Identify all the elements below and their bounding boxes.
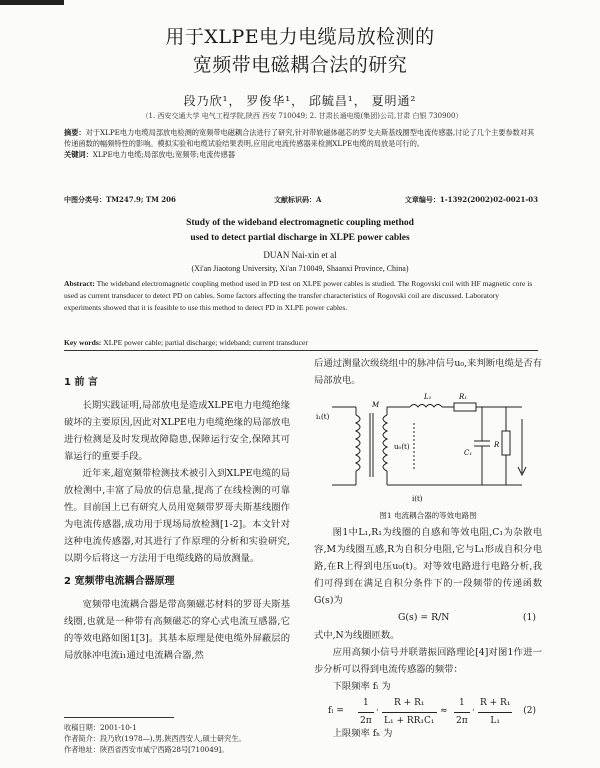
right-paragraph-1: 图1中L₁,R₁为线圈的自感和等效电阻,C₁为杂散电容,M为线圈互感,R为自积分电阻,它与L₁形成自积分电路,在R上得到电压u₀(t)。对等效电路进行电路分析,我们可得到在满足自积分条件下的一段频带的传递函数G(s)为 [314, 527, 542, 606]
english-abstract-text: The wideband electromagnetic coupling method used in PD test on XLPE power cables is studied. The Rogovski coil with HF magnetic core is used as current transducer to detect PD on cables. Some factors affecting the transfer characteristics of Rogovski coil are discussed. Laboratory experiments showed that it is feasible to use this method to detect PD in XLPE power cables. [64, 279, 533, 312]
keywords-cn: XLPE电力电缆;局部放电;宽频带;电流传感器 [92, 150, 236, 159]
footnote-received: 收稿日期：2001-10-1 [64, 723, 137, 732]
abstract-cn-label: 摘要： [64, 128, 86, 137]
english-author: DUAN Nai-xin et al [263, 250, 337, 260]
right-paragraph-2: 式中,N为线圈匝数。 [314, 630, 400, 641]
english-affiliation: (Xi'an Jiaotong University, Xi'an 710049, Shaanxi Province, China) [191, 264, 409, 273]
equation-1 [314, 609, 542, 627]
section-2-title: 2 宽频带电流耦合器原理 [64, 576, 175, 587]
english-abstract [64, 278, 538, 314]
section-1-paragraph-1: 长期实践证明,局部放电是造成XLPE电力电缆绝缘破坏的主要原因,因此对XLPE电力电缆绝缘的局部放电进行检测是及时发现故障隐患,保障运行安全,保障其可靠运行的重要手段。 [64, 400, 290, 462]
equation-2-approx: ≈ [440, 706, 448, 716]
equation-2-lhs: fₗ = [328, 706, 344, 716]
equation-2-fraction-b: $\frac{\text{R + R₁}}{\text{L₁ + RR₁C₁}}$ [382, 695, 437, 730]
label-r1: R₁ [459, 393, 468, 401]
left-column [64, 374, 290, 664]
page-top-edge [0, 0, 600, 9]
section-1-title: 1 前 言 [64, 377, 98, 388]
english-keywords-label: Key words: [64, 338, 102, 347]
english-title-line-2: used to detect partial discharge in XLPE power cables [190, 233, 410, 243]
footnote-rule [64, 717, 174, 718]
label-r: R [494, 441, 500, 449]
label-c1: C₁ [464, 449, 473, 457]
footnote-bio: 作者简介：段乃欣(1978—),男,陕西西安人,硕士研究生。 [64, 734, 246, 743]
equation-2-number: (2) [523, 706, 536, 716]
english-abstract-label: Abstract: [64, 279, 95, 288]
resistor-r [502, 431, 510, 455]
right-paragraph-3: 应用高频小信号并联谐振回路理论[4]对图1作进一步分析可以得到电流传感器的频带： [314, 647, 542, 675]
affiliation: （1. 西安交通大学 电气工程学院,陕西 西安 710049; 2. 甘肃长通电缆(集团)公司,甘肃 白银 730900） [141, 112, 463, 120]
label-l1: L₁ [424, 393, 432, 401]
classification-meta [64, 195, 538, 205]
authors: 段乃欣¹， 罗俊华¹， 邱毓昌¹， 夏明通² [183, 94, 417, 108]
english-keywords-text: XLPE power cable; partial discharge; wideband; current transducer [103, 338, 308, 347]
right-paragraph-5: 上限频率 fₕ 为 [332, 728, 393, 739]
equation-2-fraction-a: $\frac{1}{2\pi}$ [358, 695, 374, 730]
label-u0: u₀(t) [394, 443, 410, 451]
right-paragraph-4: 下限频率 fₗ 为 [332, 681, 391, 692]
english-keywords [64, 338, 538, 347]
inductor-l1 [410, 405, 442, 408]
equation-1-body: G(s) = R/N [398, 612, 450, 623]
label-m: M [372, 401, 380, 409]
secondary-coil [383, 415, 387, 471]
english-title-line-1: Study of the wideband electromagnetic coupling method [186, 218, 414, 228]
article-number: 文章编号：1-1392(2002)02-0021-03 [404, 195, 538, 204]
label-i2: i(t) [412, 495, 423, 503]
equation-2-fraction-c: $\frac{1}{2\pi}$ [454, 695, 470, 730]
equation-2-fraction-d: $\frac{\text{R + R₁}}{\text{L₁}}$ [478, 695, 512, 730]
section-2-paragraph-1: 宽频带电流耦合器是带高频磁芯材料的罗哥夫斯基线圈,也就是一种带有高频磁芯的穿心式电流互感器,它的等效电路如图1[3]。其基本原理是使电缆外屏蔽层的局放脉冲电流i₁通过电流耦合器,然 [64, 599, 290, 661]
document-code: 文献标识码：A [274, 195, 322, 204]
title-line-2: 宽频带电磁耦合法的研究 [192, 54, 408, 76]
resistor-r1 [454, 403, 476, 411]
equation-1-number: (1) [522, 612, 536, 623]
right-column [314, 355, 542, 742]
label-i1: i₁(t) [316, 413, 330, 421]
figure-caption: 图1 电流耦合器的等效电路图 [379, 511, 477, 520]
section-1-paragraph-2: 近年来,超宽频带检测技术被引入到XLPE电缆的局放检测中,丰富了局放的信息量,提高了在线检测的可靠性。目前国上已有研究人员用宽频带罗哥夫斯基线圈作为电流传感器,成功用于现场局放检测[1-2]。本文针对这种电流传感器,对其进行了作原理的分析和实验研究,以期今后将这一方法用于电缆线路的局放测量。 [64, 468, 290, 564]
right-paragraph-continued: 后通过测量次级绕组中的脉冲信号u₀,来判断电缆是否有局部放电。 [314, 358, 542, 386]
header-rule [64, 350, 538, 351]
abstract-cn [64, 127, 538, 160]
abstract-cn-text: 对于XLPE电力电缆局部放电检测的宽频带电磁耦合法进行了研究,针对带软磁体磁芯的罗戈夫斯基线圈型电流传感器,讨论了几个主要参数对其传递函数的幅频特性的影响。模拟实验和电缆试验结果表明,应用此电流传感器来检测XLPE电缆的局放是可行的。 [64, 128, 535, 148]
equation-2: fₗ = $\frac{1}{2\pi}$ · $\frac{\text{R + R₁}}{\text{L₁ + RR₁C₁}}$ ≈ $\frac{1}{2\pi}$ · $\frac{\text{R + R₁}}{\text{L₁}}$ (2) [314, 695, 542, 725]
equivalent-circuit-figure [314, 389, 542, 507]
primary-coil [356, 415, 360, 471]
title-line-1: 用于XLPE电力电缆局放检测的 [165, 26, 435, 48]
footnote [64, 722, 290, 755]
keywords-cn-label: 关键词： [64, 150, 93, 159]
clc-number: 中图分类号：TM247.9; TM 206 [64, 195, 176, 204]
footnote-address: 作者地址：陕西省西安市咸宁西路28号[710049]。 [64, 745, 229, 754]
